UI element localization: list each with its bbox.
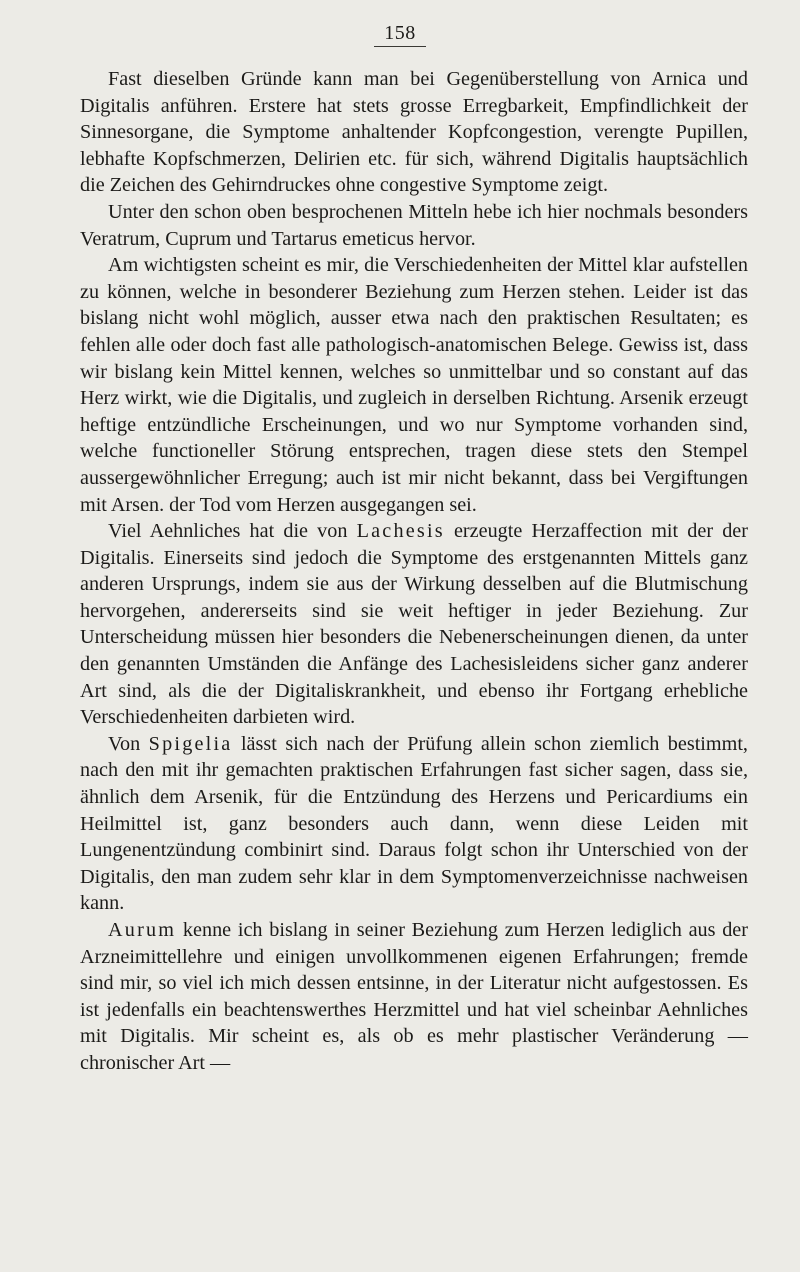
text-run: Von xyxy=(108,732,149,755)
paragraph xyxy=(80,518,748,731)
paragraph xyxy=(80,252,748,518)
paragraph xyxy=(80,917,748,1077)
spaced-term: Spigelia xyxy=(148,732,233,755)
paragraph xyxy=(80,731,748,917)
spaced-term: Aurum xyxy=(108,919,177,941)
paragraph xyxy=(80,66,748,199)
text-run: erzeugte Herzaffection mit der der Digitalis. Einerseits sind jedoch die Symptome des erstgenannten Mittels ganz anderen Ursprungs, indem sie aus der Wirkung desselben auf die Blutmischung hervorgehen, andererseits sind sie weit heftiger in jeder Beziehung. Zur Unterscheidung müssen hier besonders die Nebenerscheinungen dienen, da unter den genannten Umständen die Anfänge des Lachesisleidens sicher ganz anderer Art sind, als die der Digitaliskrankheit, und ebenso ihr Fortgang erhebliche Verschiedenheiten darbieten wird. xyxy=(80,520,748,729)
text-run: lässt sich nach der Prüfung allein schon ziemlich bestimmt, nach den mit ihr gemachten praktischen Erfahrungen fast sicher sagen, dass sie, ähnlich dem Arsenik, für die Entzündung des Herzens und Pericardiums ein Heilmittel ist, ganz besonders auch dann, wenn diese Leiden mit Lungenentzündung combinirt sind. Daraus folgt schon ihr Unterschied von der Digitalis, den man zudem sehr klar in dem Symptomenverzeichnisse nachweisen kann. xyxy=(80,732,748,915)
text-run: Viel Aehnliches hat die von xyxy=(108,520,357,543)
body-text xyxy=(80,66,748,1077)
text-run: Fast dieselben Gründe kann man bei Gegenüberstellung von Arnica und Digitalis anführen. Erstere hat stets grosse Erregbarkeit, Empfindlichkeit der Sinnesorgane, die Symptome anhaltender Kopfcongestion, verengte Pupillen, lebhafte Kopfschmerzen, Delirien etc. für sich, während Digitalis hauptsächlich die Zeichen des Gehirndruckes ohne congestive Symptome zeigt. xyxy=(80,68,748,197)
text-run: kenne ich bislang in seiner Beziehung zum Herzen lediglich aus der Arzneimittellehre und einigen unvollkommenen eigenen Erfahrungen; fremde sind mir, so viel ich mich dessen entsinne, in der Literatur nicht aufgestossen. Es ist jedenfalls ein beachtenswerthes Herzmittel und hat viel scheinbar Aehnliches mit Digitalis. Mir scheint es, als ob es mehr plastischer Veränderung — chronischer Art — xyxy=(80,919,748,1074)
page-number xyxy=(0,22,800,47)
paragraph xyxy=(80,199,748,252)
spaced-term: Lachesis xyxy=(356,520,445,543)
text-run: Am wichtigsten scheint es mir, die Verschiedenheiten der Mittel klar aufstellen zu können, welche in besonderer Beziehung zum Herzen stehen. Leider ist das bislang nicht wohl möglich, ausser etwa nach den praktischen Resultaten; es fehlen alle oder doch fast alle pathologisch-anatomischen Belege. Gewiss ist, dass wir bislang kein Mittel kennen, welches so unmittelbar und so constant auf das Herz wirkt, wie die Digitalis, und zugleich in derselben Richtung. Arsenik erzeugt heftige entzündliche Erscheinungen, und wo nur Symptome vorhanden sind, welche functioneller Störung entsprechen, tragen diese stets den Stempel aussergewöhnlicher Erregung; auch ist mir nicht bekannt, dass bei Vergiftungen mit Arsen. der Tod vom Herzen ausgegangen sei. xyxy=(80,254,748,516)
page-number-text: 158 xyxy=(374,22,426,47)
text-run: Unter den schon oben besprochenen Mitteln hebe ich hier nochmals besonders Veratrum, Cuprum und Tartarus emeticus hervor. xyxy=(80,200,748,250)
